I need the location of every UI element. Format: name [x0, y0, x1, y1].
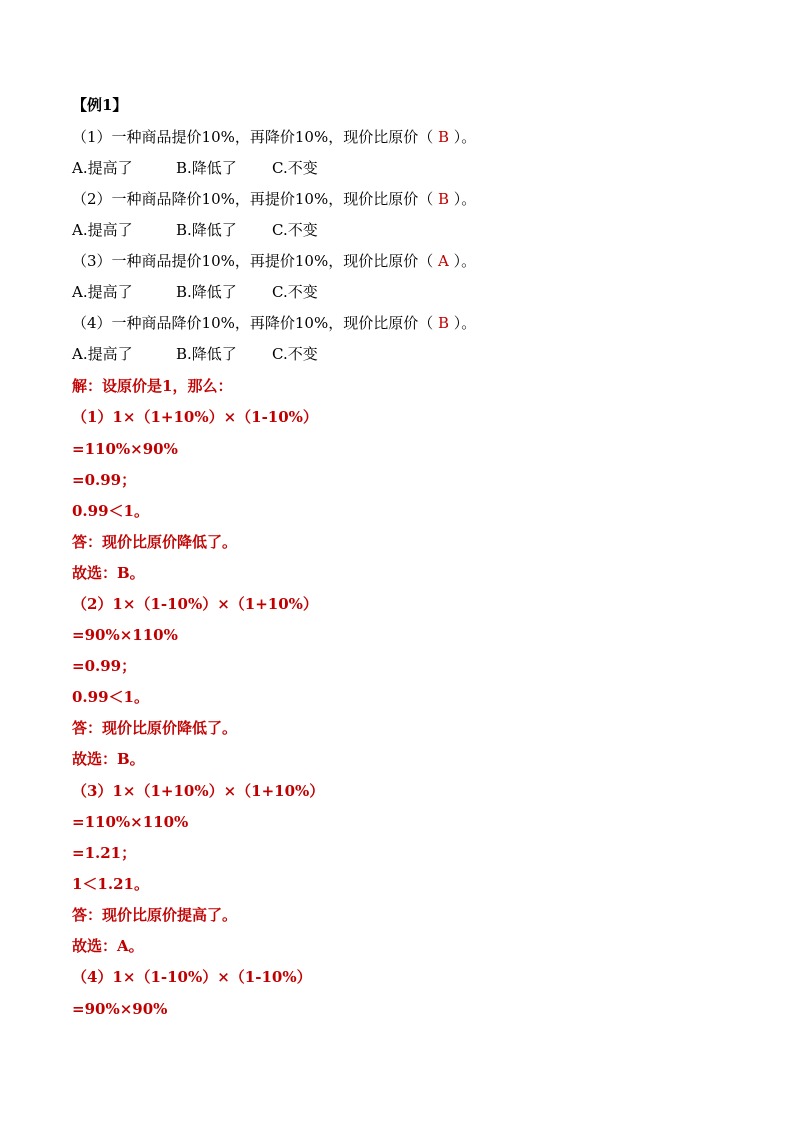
option-a: A.提高了	[72, 345, 133, 363]
question-4-options	[72, 343, 318, 365]
solution-line: =110%×110%	[72, 813, 189, 831]
solution-line: =90%×110%	[72, 626, 178, 644]
solution-line: （3）1×（1+10%）×（1+10%）	[72, 782, 325, 800]
question-3-answer: A	[438, 252, 449, 270]
question-1-suffix: ）。	[449, 128, 477, 146]
option-a: A.提高了	[72, 159, 133, 177]
solution-line: =110%×90%	[72, 440, 178, 458]
question-1-text: （1）一种商品提价10%，再降价10%，现价比原价（	[72, 128, 438, 146]
question-4	[72, 312, 476, 334]
question-4-text: （4）一种商品降价10%，再降价10%，现价比原价（	[72, 314, 438, 332]
option-b: B.降低了	[176, 221, 237, 239]
question-4-suffix: ）。	[449, 314, 477, 332]
solution-choice: 故选：B。	[72, 750, 145, 768]
option-c: C.不变	[272, 221, 318, 239]
solution-line: （2）1×（1-10%）×（1+10%）	[72, 595, 318, 613]
question-2-options	[72, 219, 318, 241]
solution-line: =0.99；	[72, 471, 137, 489]
option-b: B.降低了	[176, 345, 237, 363]
question-3-options	[72, 281, 318, 303]
solution-intro: 解：设原价是1，那么：	[72, 377, 233, 395]
question-2-text: （2）一种商品降价10%，再提价10%，现价比原价（	[72, 190, 438, 208]
question-3-suffix: ）。	[448, 252, 477, 270]
option-b: B.降低了	[176, 159, 237, 177]
solution-line: （1）1×（1+10%）×（1-10%）	[72, 408, 318, 426]
solution-line: =0.99；	[72, 657, 137, 675]
question-1	[72, 126, 476, 148]
option-b: B.降低了	[176, 283, 237, 301]
question-1-answer: B	[438, 128, 450, 146]
question-4-answer: B	[438, 314, 450, 332]
question-3	[72, 250, 476, 272]
option-a: A.提高了	[72, 221, 133, 239]
solution-line: （4）1×（1-10%）×（1-10%）	[72, 968, 312, 986]
question-2	[72, 188, 476, 210]
solution-line: =90%×90%	[72, 1000, 168, 1018]
solution-line: 0.99＜1。	[72, 688, 149, 706]
solution-line: =1.21；	[72, 844, 137, 862]
solution-choice: 故选：B。	[72, 564, 145, 582]
example-title: 【例1】	[72, 96, 128, 114]
solution-answer: 答：现价比原价降低了。	[72, 719, 238, 737]
solution-answer: 答：现价比原价降低了。	[72, 533, 238, 551]
option-c: C.不变	[272, 283, 318, 301]
option-c: C.不变	[272, 345, 318, 363]
solution-choice: 故选：A。	[72, 937, 144, 955]
solution-answer: 答：现价比原价提高了。	[72, 906, 238, 924]
question-3-text: （3）一种商品提价10%，再提价10%，现价比原价（	[72, 252, 438, 270]
question-2-answer: B	[438, 190, 450, 208]
question-1-options	[72, 157, 318, 179]
option-c: C.不变	[272, 159, 318, 177]
solution-line: 1＜1.21。	[72, 875, 149, 893]
question-2-suffix: ）。	[449, 190, 477, 208]
solution-line: 0.99＜1。	[72, 502, 149, 520]
option-a: A.提高了	[72, 283, 133, 301]
